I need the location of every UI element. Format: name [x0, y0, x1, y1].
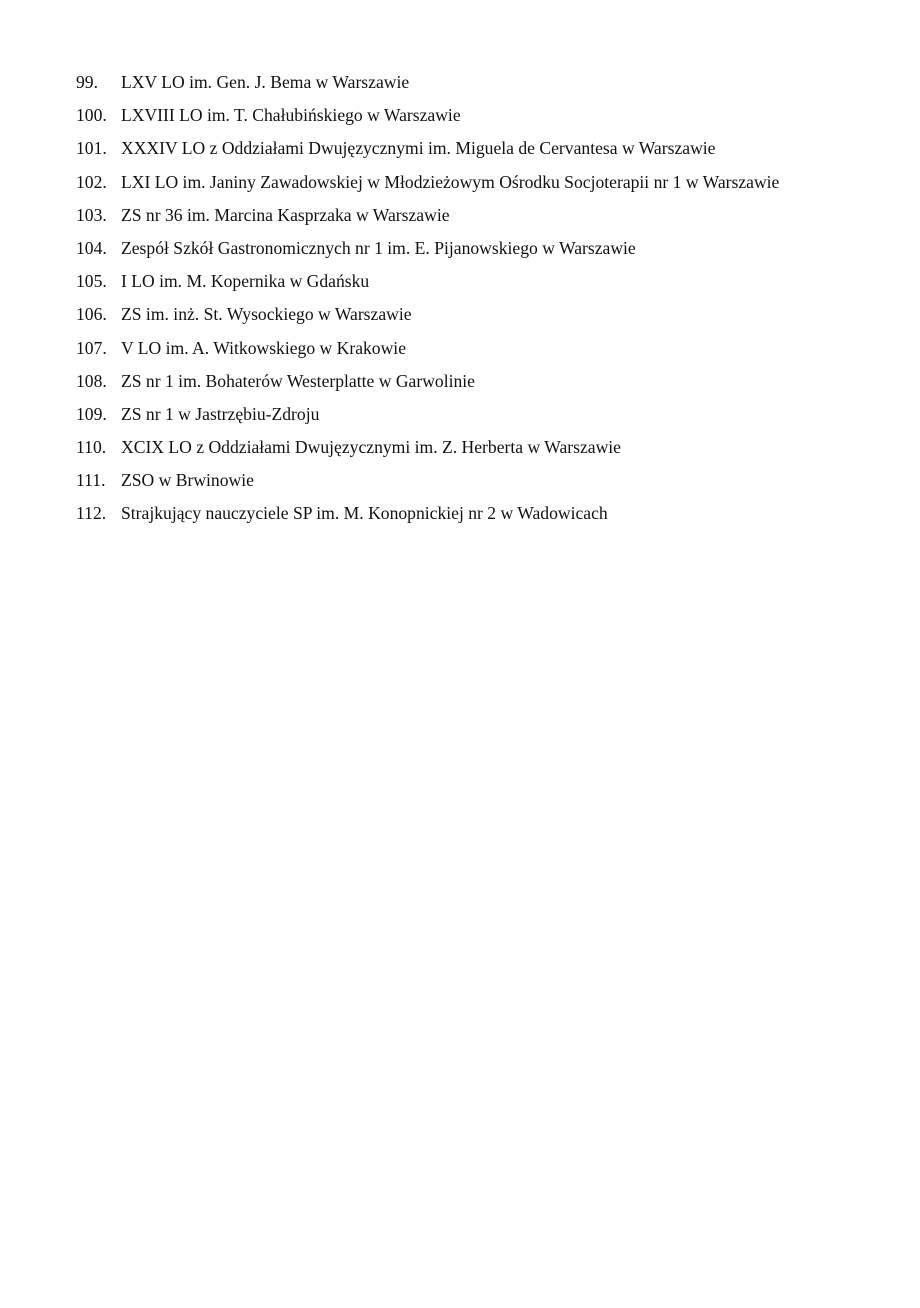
item-text: I LO im. M. Kopernika w Gdańsku: [121, 271, 370, 292]
item-number: 106.: [76, 304, 107, 325]
list-item: [76, 503, 876, 536]
item-text: XXXIV LO z Oddziałami Dwujęzycznymi im. Miguela de Cervantesa w Warszawie: [121, 138, 716, 159]
item-number: 102.: [76, 171, 107, 192]
list-item: [76, 138, 876, 171]
list-item: [76, 172, 876, 205]
list-item: [76, 338, 876, 371]
item-number: 107.: [76, 337, 107, 358]
item-number: 111.: [76, 470, 106, 491]
item-number: 101.: [76, 138, 107, 159]
item-text: V LO im. A. Witkowskiego w Krakowie: [121, 337, 407, 358]
item-text: ZS nr 1 im. Bohaterów Westerplatte w Garwolinie: [121, 370, 475, 391]
school-list: [76, 72, 876, 537]
item-text: Zespół Szkół Gastronomicznych nr 1 im. E. Pijanowskiego w Warszawie: [121, 237, 636, 258]
item-number: 99.: [76, 72, 98, 92]
item-number: 112.: [76, 503, 107, 524]
item-number: 108.: [76, 370, 107, 391]
list-item: [76, 470, 876, 503]
item-text: ZS nr 36 im. Marcina Kasprzaka w Warszawie: [121, 204, 450, 225]
list-item: [76, 105, 876, 138]
list-item: [76, 437, 876, 470]
list-item: [76, 371, 876, 404]
item-text: XCIX LO z Oddziałami Dwujęzycznymi im. Z. Herberta w Warszawie: [121, 437, 621, 458]
item-number: 103.: [76, 204, 107, 225]
item-text: ZS nr 1 w Jastrzębiu-Zdroju: [121, 403, 320, 424]
item-number: 100.: [76, 105, 107, 126]
item-text: LXV LO im. Gen. J. Bema w Warszawie: [121, 72, 410, 92]
item-text: LXVIII LO im. T. Chałubińskiego w Warszawie: [121, 105, 461, 126]
item-text: Strajkujący nauczyciele SP im. M. Konopnickiej nr 2 w Wadowicach: [121, 503, 608, 524]
list-item: [76, 238, 876, 271]
item-number: 109.: [76, 403, 107, 424]
list-item: [76, 404, 876, 437]
item-number: 104.: [76, 237, 107, 258]
list-item: [76, 271, 876, 304]
list-item: [76, 205, 876, 238]
list-item: [76, 72, 876, 105]
item-text: ZSO w Brwinowie: [121, 470, 254, 491]
list-item: [76, 304, 876, 337]
item-number: 105.: [76, 271, 107, 292]
item-text: ZS im. inż. St. Wysockiego w Warszawie: [121, 304, 412, 325]
item-number: 110.: [76, 437, 107, 458]
item-text: LXI LO im. Janiny Zawadowskiej w Młodzieżowym Ośrodku Socjoterapii nr 1 w Warszawie: [121, 171, 780, 192]
